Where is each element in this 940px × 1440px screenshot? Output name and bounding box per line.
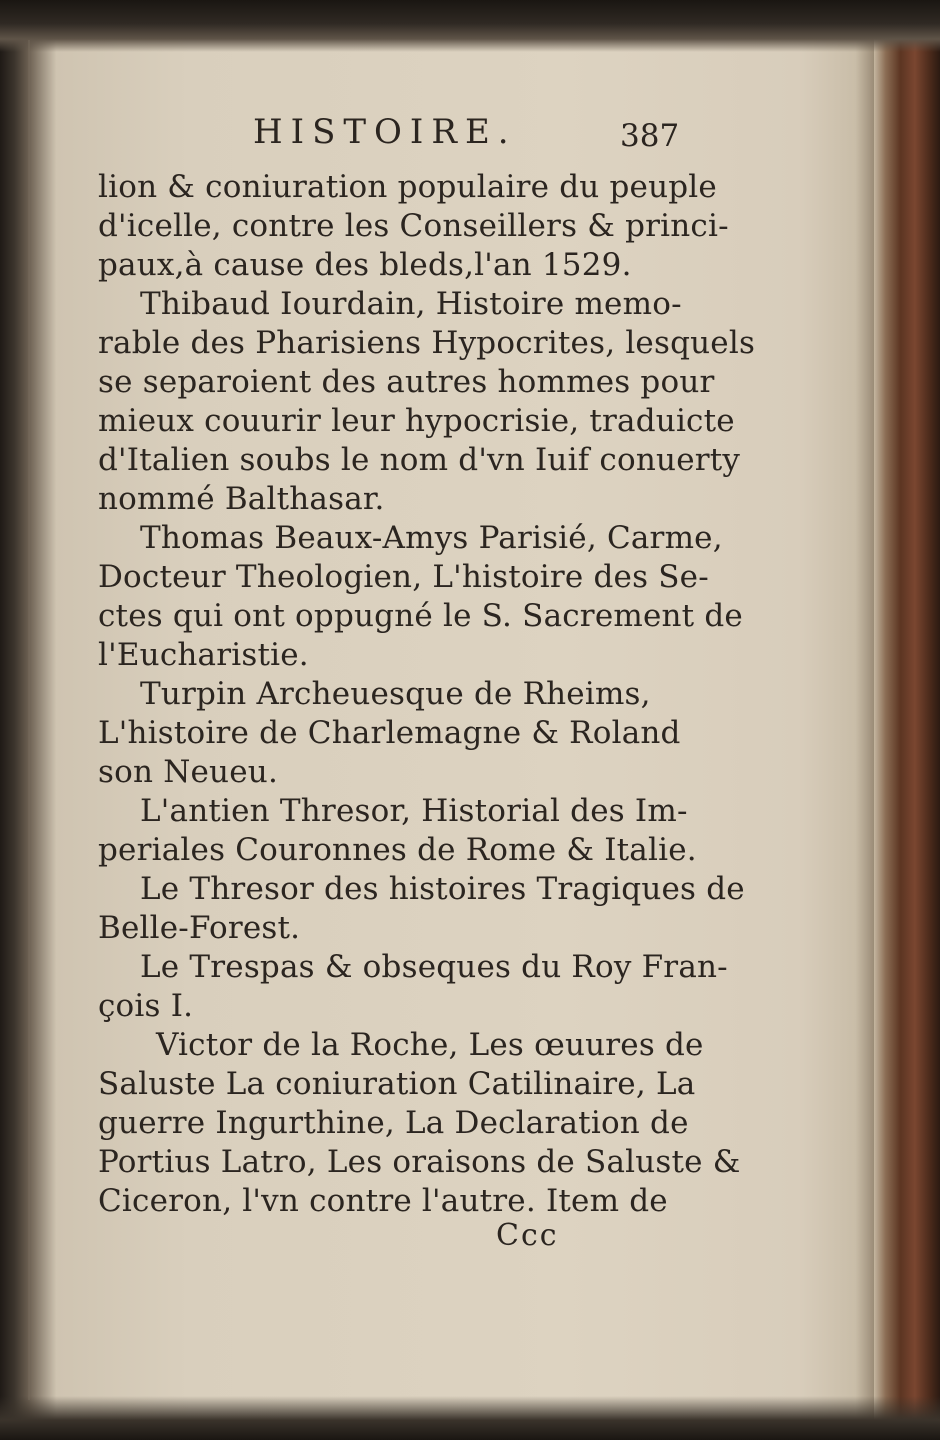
text-line: periales Couronnes de Rome & Italie.: [98, 832, 697, 868]
text-line: ctes qui ont oppugné le S. Sacrement de: [98, 598, 743, 634]
text-line: Ciceron, l'vn contre l'autre. Item de: [98, 1183, 668, 1219]
binding-edge: [874, 20, 940, 1420]
body-text: [98, 168, 756, 1221]
printed-page: [98, 108, 756, 1258]
text-line: Docteur Theologien, L'histoire des Se-: [98, 559, 709, 595]
text-line: d'icelle, contre les Conseillers & princi-: [98, 208, 729, 244]
text-line: d'Italien soubs le nom d'vn Iuif conuerty: [98, 442, 741, 478]
text-line: Turpin Archeuesque de Rheims,: [140, 676, 651, 712]
text-line: se separoient des autres hommes pour: [98, 364, 715, 400]
text-line: Le Trespas & obseques du Roy Fran-: [140, 949, 728, 985]
text-line: Le Thresor des histoires Tragiques de: [140, 871, 745, 907]
text-line: paux,à cause des bleds,l'an 1529.: [98, 247, 632, 283]
text-line: Belle-Forest.: [98, 910, 301, 946]
text-line: Thomas Beaux-Amys Parisié, Carme,: [140, 520, 723, 556]
text-line: L'antien Thresor, Historial des Im-: [140, 793, 688, 829]
top-page-edge: [0, 0, 940, 52]
page-number: 387: [620, 118, 680, 154]
text-line: lion & coniuration populaire du peuple: [98, 169, 717, 205]
running-head-title: HISTOIRE.: [253, 112, 517, 152]
text-line: Thibaud Iourdain, Histoire memo-: [140, 286, 682, 322]
text-line: Victor de la Roche, Les œuures de: [156, 1027, 704, 1063]
running-head: [98, 108, 688, 168]
text-line: son Neueu.: [98, 754, 278, 790]
text-line: L'histoire de Charlemagne & Roland: [98, 715, 681, 751]
text-line: l'Eucharistie.: [98, 637, 309, 673]
gutter-shadow: [28, 40, 30, 1400]
text-line: mieux couurir leur hypocrisie, traduicte: [98, 403, 735, 439]
text-line: rable des Pharisiens Hypocrites, lesquels: [98, 325, 756, 361]
bottom-page-edge: [0, 1396, 940, 1440]
text-line: nommé Balthasar.: [98, 481, 385, 517]
catchword: Ccc: [496, 1218, 559, 1253]
text-line: guerre Ingurthine, La Declaration de: [98, 1105, 689, 1141]
text-line: Saluste La coniuration Catilinaire, La: [98, 1066, 696, 1102]
text-line: çois I.: [98, 988, 194, 1024]
text-line: Portius Latro, Les oraisons de Saluste &: [98, 1144, 741, 1180]
